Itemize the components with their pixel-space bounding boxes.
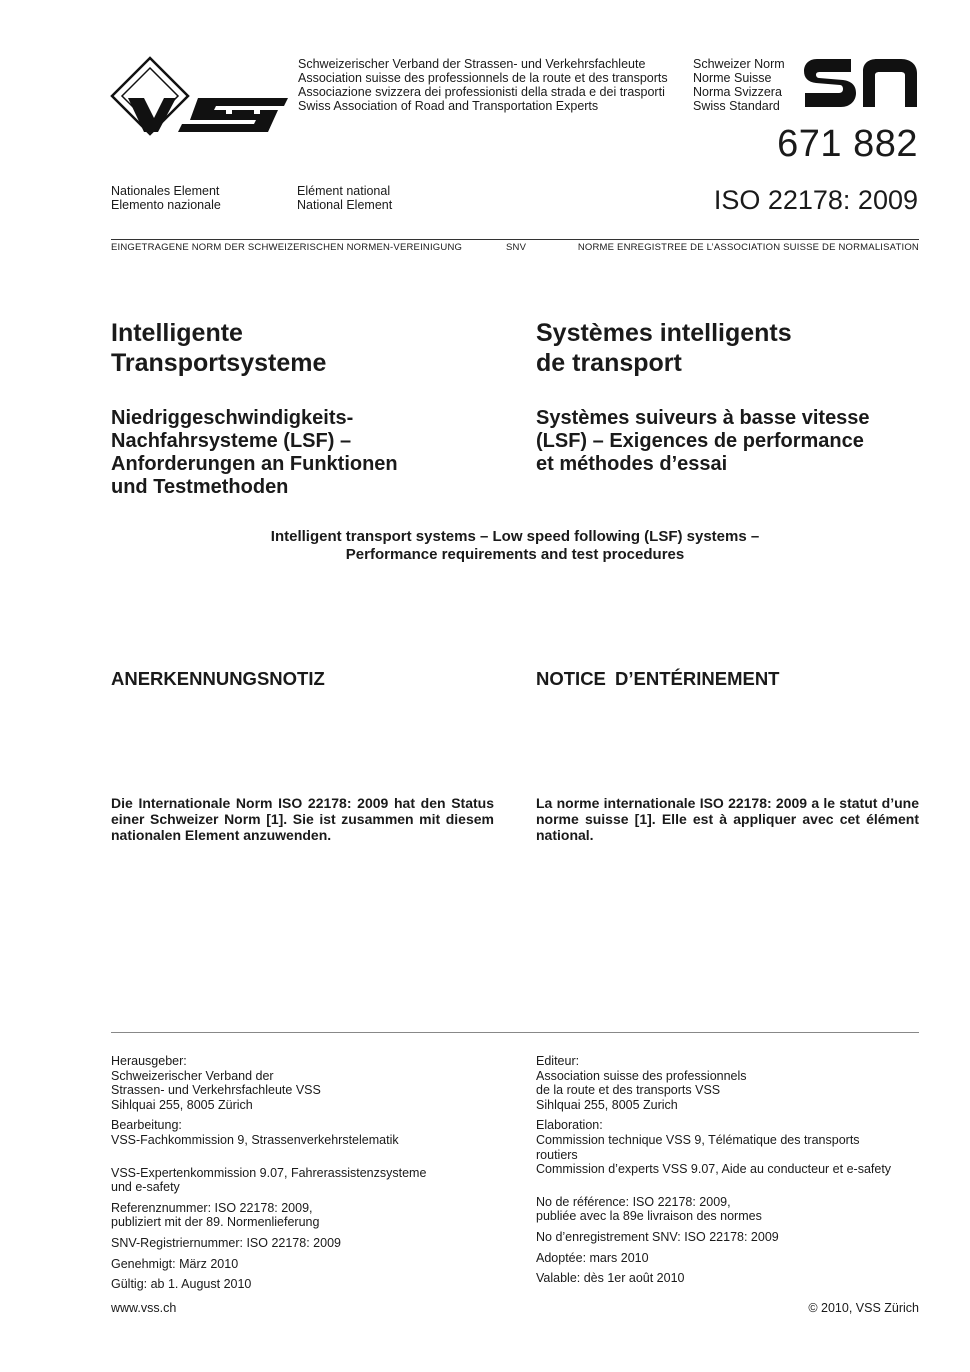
title-en-line: Performance requirements and test procedures: [345, 546, 685, 563]
publisher-line: Strassen- und Verkehrsfachleute VSS: [111, 1083, 321, 1098]
element-label-de: Nationales Element: [111, 184, 220, 198]
publisher-info-fr: [536, 1054, 936, 1286]
iso-reference: ISO 22178: 2009: [713, 185, 918, 215]
element-label-left: [111, 184, 221, 212]
editing-line: Commission d’experts VSS 9.07, Aide au conducteur et e-safety: [536, 1162, 892, 1177]
norm-type: [693, 57, 785, 113]
registry-rule: [111, 239, 919, 240]
copyright: © 2010, VSS Zürich: [808, 1301, 919, 1315]
notice-text-fr: La norme internationale ISO 22178: 2009 a le statut d’une norme suisse [1]. Elle est à appliquer avec cet élément national.: [536, 795, 919, 843]
title-de: [111, 318, 326, 378]
publisher-line: Schweizerischer Verband der: [111, 1068, 274, 1083]
publisher-line: Association suisse des professionnels: [536, 1068, 747, 1083]
registry-text-right: NORME ENREGISTREE DE L’ASSOCIATION SUISSE DE NORMALISATION: [577, 242, 919, 253]
reference-line: publiée avec la 89e livraison des normes: [536, 1209, 762, 1224]
org-name-en: Swiss Association of Road and Transportation Experts: [298, 99, 599, 113]
title-de-line: Intelligente: [111, 319, 243, 347]
norm-type-it: Norma Svizzera: [693, 85, 782, 99]
org-name-fr: Association suisse des professionnels de la route et des transports: [298, 71, 668, 85]
registry-number: SNV-Registriernummer: ISO 22178: 2009: [111, 1235, 341, 1250]
title-en: [111, 528, 919, 564]
subtitle-de-line: und Testmethoden: [111, 476, 289, 498]
norm-type-de: Schweizer Norm: [693, 57, 785, 71]
subtitle-fr-line: (LSF) – Exigences de performance: [536, 430, 864, 452]
notice-heading-de: ANERKENNUNGSNOTIZ: [111, 668, 325, 689]
subtitle-fr: [536, 407, 870, 476]
subtitle-de: [111, 407, 398, 499]
publisher-info-de: [111, 1054, 511, 1292]
vss-logo: [108, 56, 292, 140]
norm-type-fr: Norme Suisse: [693, 71, 772, 85]
registry-number: No d’enregistrement SNV: ISO 22178: 2009: [536, 1229, 779, 1244]
element-label-right: [297, 184, 392, 212]
title-fr: [536, 318, 792, 378]
approved-date: Genehmigt: März 2010: [111, 1256, 239, 1271]
subtitle-fr-line: Systèmes suiveurs à basse vitesse: [536, 407, 870, 429]
subtitle-de-line: Nachfahrsysteme (LSF) –: [111, 430, 352, 452]
title-de-line: Transportsysteme: [111, 349, 327, 377]
approved-date: Adoptée: mars 2010: [536, 1250, 649, 1265]
title-fr-line: de transport: [536, 349, 682, 377]
editing-label: Bearbeitung:: [111, 1118, 182, 1133]
org-name-de: Schweizerischer Verband der Strassen- und Verkehrsfachleute: [298, 57, 646, 71]
publisher-label: Editeur:: [536, 1054, 580, 1068]
editing-line: Commission technique VSS 9, Télématique des transports: [536, 1132, 860, 1147]
registry-text-mid: SNV: [506, 242, 527, 253]
publisher-rule: [111, 1032, 919, 1033]
element-label-it: Elemento nazionale: [111, 198, 221, 212]
experts-line: und e-safety: [111, 1180, 180, 1195]
valid-date: Valable: dès 1er août 2010: [536, 1271, 685, 1286]
website-link[interactable]: www.vss.ch: [111, 1301, 177, 1315]
publisher-label: Herausgeber:: [111, 1054, 187, 1068]
subtitle-de-line: Niedriggeschwindigkeits-: [111, 407, 354, 429]
element-label-fr: Elément national: [297, 184, 391, 198]
norm-number: 671 882: [777, 123, 918, 165]
publisher-line: Sihlquai 255, 8005 Zürich: [111, 1097, 253, 1112]
title-fr-line: Systèmes intelligents: [536, 319, 792, 347]
publisher-line: Sihlquai 255, 8005 Zurich: [536, 1097, 678, 1112]
element-label-en: National Element: [297, 198, 393, 212]
editing-line: routiers: [536, 1147, 578, 1162]
valid-date: Gültig: ab 1. August 2010: [111, 1277, 252, 1292]
publisher-line: de la route et des transports VSS: [536, 1083, 721, 1098]
registry-text-left: EINGETRAGENE NORM DER SCHWEIZERISCHEN NORMEN-VEREINIGUNG: [111, 242, 463, 253]
reference-line: No de référence: ISO 22178: 2009,: [536, 1194, 731, 1209]
experts-line: VSS-Expertenkommission 9.07, Fahrerassistenzsysteme: [111, 1165, 427, 1180]
notice-heading-fr: NOTICE D’ENTÉRINEMENT: [536, 668, 780, 689]
norm-type-en: Swiss Standard: [693, 99, 780, 113]
editing-line: VSS-Fachkommission 9, Strassenverkehrstelematik: [111, 1132, 399, 1147]
reference-line: Referenznummer: ISO 22178: 2009,: [111, 1200, 313, 1215]
org-names: [298, 57, 668, 113]
sn-mark: [803, 57, 919, 109]
editing-label: Elaboration:: [536, 1118, 603, 1133]
reference-line: publiziert mit der 89. Normenlieferung: [111, 1215, 320, 1230]
notice-text-de: Die Internationale Norm ISO 22178: 2009 hat den Status einer Schweizer Norm [1]. Sie ist zusammen mit diesem nationalen Element anzuwenden.: [111, 795, 494, 843]
title-en-line: Intelligent transport systems – Low speed following (LSF) systems –: [270, 528, 760, 545]
subtitle-fr-line: et méthodes d’essai: [536, 453, 728, 475]
org-name-it: Associazione svizzera dei professionisti della strada e dei trasporti: [298, 85, 665, 99]
subtitle-de-line: Anforderungen an Funktionen: [111, 453, 398, 475]
